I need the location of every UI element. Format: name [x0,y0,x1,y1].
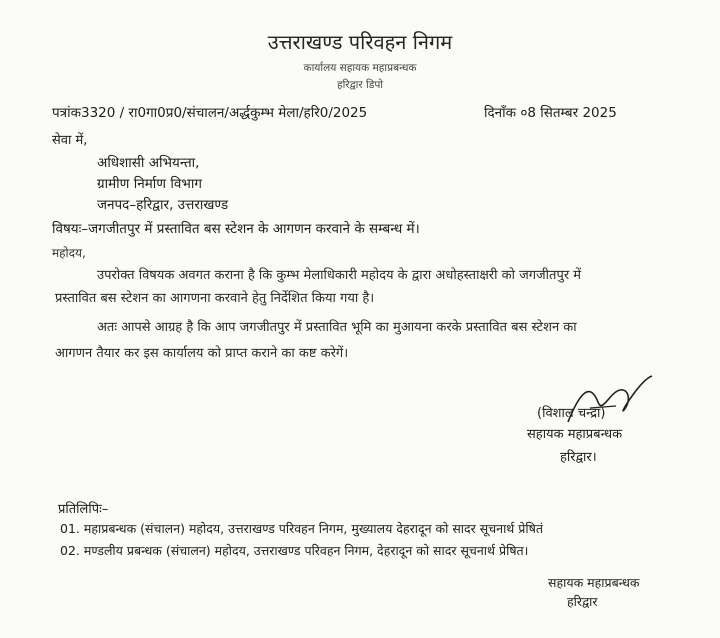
copy-to-item: 02. मण्डलीय प्रबन्धक (संचालन) महोदय, उत्तराखण्ड परिवहन निगम, देहरादून को सादर सूचनार्थ प्रेषित। [60,543,529,558]
handwritten-signature [520,372,670,432]
body-line: अतः आपसे आग्रह है कि आप जगजीतपुर में प्रस्तावित भूमि का मुआयना करके प्रस्तावित बस स्टेशन का [97,320,577,335]
reference-number: पत्रांक3320 / रा0गा0प्र0/संचालन/अर्द्धकुम्भ मेला/हरि0/2025 [52,105,368,121]
copy-to-label: प्रतिलिपिः– [58,502,109,517]
greeting: सेवा में, [52,133,88,148]
footer-title: सहायक महाप्रबन्धक [548,575,640,590]
salutation: महोदय, [52,246,86,260]
organization-title: उत्तराखण्ड परिवहन निगम [267,30,453,54]
body-line: आगणन तैयार कर इस कार्यालय को प्राप्त कराने का कष्ट करेगें। [55,346,349,361]
depot-subtitle: हरिद्वार डिपो [337,79,383,91]
body-line: उपरोक्त विषयक अवगत कराना है कि कुम्भ मेलाधिकारी महोदय के द्वारा अधोहस्ताक्षरी को जगजीतपुर में [97,268,582,283]
addressee-line: जनपद–हरिद्वार, उत्तराखण्ड [97,197,229,213]
footer-place: हरिद्वार [567,594,598,609]
addressee-line: ग्रामीण निर्माण विभाग [97,176,202,192]
signatory-place: हरिद्वार। [560,450,597,465]
addressee-line: अधिशासी अभियन्ता, [97,155,200,171]
signatory-name: (विशाल चन्द्रा) [537,406,606,421]
body-line: प्रस्तावित बस स्टेशन का आगणना करवाने हेतु निर्देशित किया गया है। [55,291,375,306]
letter-date: दिनाँक ०8 सितम्बर 2025 [484,105,617,121]
subject-line: विषयः–जगजीतपुर में प्रस्तावित बस स्टेशन के आगणन करवाने के सम्बन्ध में। [52,221,420,237]
signatory-title: सहायक महाप्रबन्धक [527,427,623,442]
copy-to-item: 01. महाप्रबन्धक (संचालन) महोदय, उत्तराखण्ड परिवहन निगम, मुख्यालय देहरादून को सादर सूचनार्थ प्रेषितं [60,521,543,536]
office-subtitle: कार्यालय सहायक महाप्रबन्धक [303,62,417,74]
